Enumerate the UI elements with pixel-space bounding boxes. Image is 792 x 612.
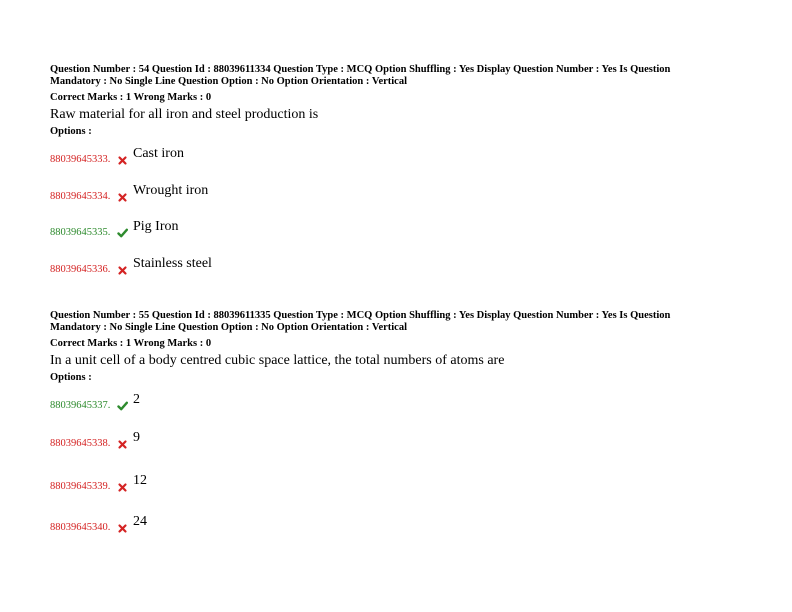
option-text: Wrought iron [133,183,209,198]
question-54 [50,64,750,138]
question-marks: Correct Marks : 1 Wrong Marks : 0 [50,92,212,103]
options-list [50,392,750,537]
question-meta-line: Question Number : 54 Question Id : 88039611334 Question Type : MCQ Option Shuffling : Yes Display Question Number : Yes Is Question [50,64,671,75]
question-marks: Correct Marks : 1 Wrong Marks : 0 [50,338,212,349]
cross-icon [117,522,128,534]
question-meta-line: Question Number : 55 Question Id : 88039611335 Question Type : MCQ Option Shuffling : Yes Display Question Number : Yes Is Question [50,310,671,321]
option-item [50,514,450,534]
question-meta [50,310,750,334]
option-id: 88039645333. [50,154,111,165]
option-id: 88039645340. [50,522,111,533]
option-text: Cast iron [133,146,184,161]
check-icon [117,227,128,239]
option-id: 88039645339. [50,481,111,492]
options-label: Options : [50,126,92,137]
option-text: Stainless steel [133,256,212,271]
question-55 [50,310,750,384]
check-icon [117,400,128,412]
cross-icon [117,264,128,276]
options-label: Options : [50,372,92,383]
option-id: 88039645337. [50,400,111,411]
option-text: 2 [133,392,140,407]
cross-icon [117,438,128,450]
cross-icon [117,154,128,166]
option-item [50,183,450,203]
question-meta-line: Mandatory : No Single Line Question Option : No Option Orientation : Vertical [50,76,408,87]
question-text: In a unit cell of a body centred cubic space lattice, the total numbers of atoms are [50,353,505,368]
option-text: 24 [133,514,147,529]
option-id: 88039645335. [50,227,111,238]
option-text: Pig Iron [133,219,179,234]
option-id: 88039645338. [50,438,111,449]
option-text: 9 [133,430,140,445]
cross-icon [117,191,128,203]
option-item [50,430,450,450]
option-id: 88039645336. [50,264,111,275]
option-item [50,146,450,166]
cross-icon [117,481,128,493]
option-id: 88039645334. [50,191,111,202]
question-meta-line: Mandatory : No Single Line Question Option : No Option Orientation : Vertical [50,322,408,333]
question-meta [50,64,750,88]
option-item [50,473,450,493]
option-text: 12 [133,473,147,488]
option-item [50,219,450,239]
options-list [50,146,750,276]
option-item [50,256,450,276]
option-item [50,392,450,412]
question-text: Raw material for all iron and steel production is [50,107,319,122]
